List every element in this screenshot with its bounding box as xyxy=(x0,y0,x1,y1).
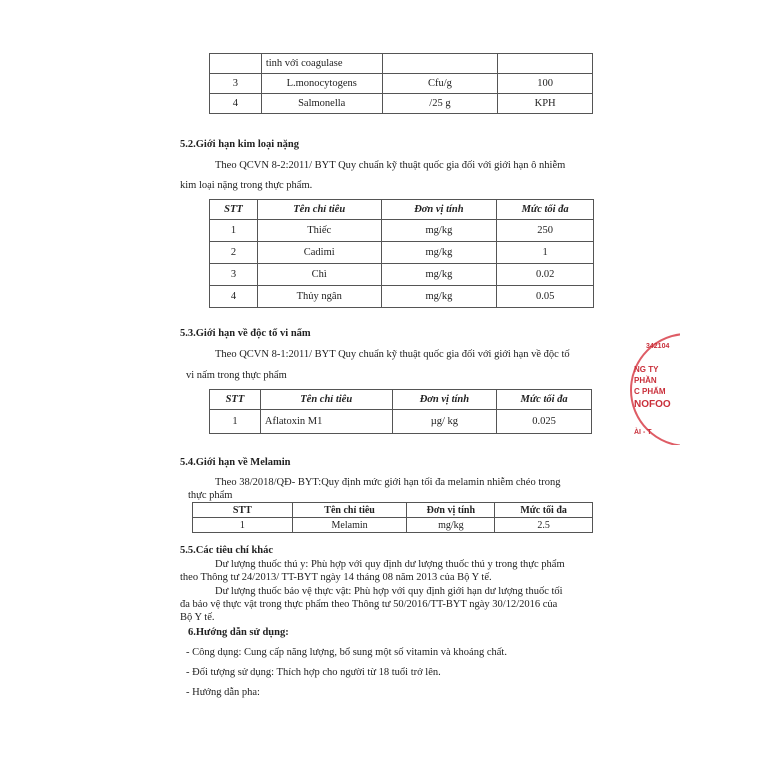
table-cell xyxy=(382,54,498,74)
paragraph-line: theo Thông tư 24/2013/ TT-BYT ngày 14 tháng 08 năm 2013 của Bộ Y tế. xyxy=(180,572,492,583)
mycotoxin-table xyxy=(209,389,592,434)
table-cell xyxy=(498,54,593,74)
header-stt: STT xyxy=(193,503,293,518)
stamp-text: NG TY xyxy=(634,365,659,374)
table-cell-name: Cadimi xyxy=(257,242,381,264)
table-cell-name: Chì xyxy=(257,264,381,286)
table-cell-stt: 2 xyxy=(210,242,258,264)
melamine-table xyxy=(192,502,593,533)
table-cell-unit: mg/kg xyxy=(381,264,497,286)
table-row xyxy=(210,286,594,308)
paragraph-line: Bộ Y tế. xyxy=(180,612,215,623)
table-cell-stt: 3 xyxy=(210,74,262,94)
table-cell-name: Thủy ngân xyxy=(257,286,381,308)
paragraph-line: đa bảo vệ thực vật trong thực phẩm theo Thông tư 50/2016/TT-BYT ngày 30/12/2016 của xyxy=(180,599,558,610)
table-cell xyxy=(210,54,262,74)
table-header-row xyxy=(210,200,594,220)
paragraph-line: Dư lượng thuốc thú y: Phù hợp với quy định dư lượng thuốc thú y trong thực phẩm xyxy=(215,559,565,570)
table-cell-stt: 4 xyxy=(210,286,258,308)
table-header-row xyxy=(193,503,593,518)
paragraph-line: vi nấm trong thực phẩm xyxy=(186,370,287,381)
table-cell-max: 100 xyxy=(498,74,593,94)
table-cell-max: 1 xyxy=(497,242,594,264)
stamp-text: 342104 xyxy=(646,343,670,350)
table-cell-max: 0.05 xyxy=(497,286,594,308)
section-heading-5-2: 5.2.Giới hạn kim loại nặng xyxy=(180,139,300,150)
paragraph-line: Theo QCVN 8-1:2011/ BYT Quy chuẩn kỹ thuật quốc gia đối với giới hạn về độc tố xyxy=(215,349,570,360)
heavy-metals-table xyxy=(209,199,594,308)
header-max: Mức tối đa xyxy=(497,390,592,410)
table-cell-unit: /25 g xyxy=(382,94,498,114)
table-cell-unit: µg/ kg xyxy=(392,410,497,434)
header-name: Tên chỉ tiêu xyxy=(257,200,381,220)
header-unit: Đơn vị tính xyxy=(381,200,497,220)
header-name: Tên chỉ tiêu xyxy=(260,390,392,410)
section-heading-5-3: 5.3.Giới hạn về độc tố vi nấm xyxy=(180,328,311,339)
table-cell-unit: mg/kg xyxy=(407,518,495,533)
table-cell-name: Salmonella xyxy=(261,94,382,114)
stamp-text: PHẦN xyxy=(634,376,657,385)
table-cell-stt: 1 xyxy=(210,220,258,242)
section-heading-5-4: 5.4.Giới hạn về Melamin xyxy=(180,457,291,468)
header-stt: STT xyxy=(210,200,258,220)
header-max: Mức tối đa xyxy=(497,200,594,220)
table-row xyxy=(210,242,594,264)
table-row xyxy=(210,264,594,286)
bullet-line: - Hướng dẫn pha: xyxy=(186,687,260,698)
header-unit: Đơn vị tính xyxy=(407,503,495,518)
table-row xyxy=(210,94,593,114)
bullet-line: - Công dụng: Cung cấp năng lượng, bổ sung một số vitamin và khoáng chất. xyxy=(186,647,507,658)
table-cell-stt: 3 xyxy=(210,264,258,286)
header-stt: STT xyxy=(210,390,261,410)
header-name: Tên chỉ tiêu xyxy=(292,503,407,518)
table-cell-stt: 4 xyxy=(210,94,262,114)
table-cell-max: KPH xyxy=(498,94,593,114)
header-max: Mức tối đa xyxy=(495,503,593,518)
table-row xyxy=(210,220,594,242)
table-cell-max: 250 xyxy=(497,220,594,242)
table-row xyxy=(210,54,593,74)
table-cell-name: L.monocytogens xyxy=(261,74,382,94)
stamp-text: NOFOO xyxy=(634,399,671,410)
table-cell-max: 0.025 xyxy=(497,410,592,434)
section-heading-5-5: 5.5.Các tiêu chí khác xyxy=(180,545,274,556)
table-cell-unit: Cfu/g xyxy=(382,74,498,94)
paragraph-line: Dư lượng thuốc bảo vệ thực vật: Phù hợp với quy định giới hạn dư lượng thuốc tối xyxy=(215,586,563,597)
company-stamp xyxy=(630,333,680,445)
table-cell-name: Thiếc xyxy=(257,220,381,242)
table-header-row xyxy=(210,390,592,410)
header-unit: Đơn vị tính xyxy=(392,390,497,410)
paragraph-line: kim loại nặng trong thực phẩm. xyxy=(180,180,313,191)
stamp-text: C PHẨM xyxy=(634,387,666,396)
stamp-text: ÀI - T xyxy=(634,429,652,436)
paragraph-line: Theo 38/2018/QĐ- BYT:Quy định mức giới hạn tối đa melamin nhiễm chéo trong xyxy=(215,477,561,488)
table-cell-name: Aflatoxin M1 xyxy=(260,410,392,434)
table-row xyxy=(210,74,593,94)
table-cell-name: Melamin xyxy=(292,518,407,533)
table-cell-stt: 1 xyxy=(210,410,261,434)
table-cell-unit: mg/kg xyxy=(381,286,497,308)
table-row xyxy=(210,410,592,434)
table-cell-max: 2.5 xyxy=(495,518,593,533)
paragraph-line: thực phẩm xyxy=(188,490,233,501)
microbiology-table-continued xyxy=(209,53,593,114)
table-cell: tinh với coagulase xyxy=(261,54,382,74)
paragraph-line: Theo QCVN 8-2:2011/ BYT Quy chuẩn kỹ thuật quốc gia đối với giới hạn ô nhiễm xyxy=(215,160,566,171)
table-cell-unit: mg/kg xyxy=(381,242,497,264)
section-heading-6: 6.Hướng dẫn sử dụng: xyxy=(188,627,289,638)
table-cell-stt: 1 xyxy=(193,518,293,533)
table-cell-max: 0.02 xyxy=(497,264,594,286)
bullet-line: - Đối tượng sử dụng: Thích hợp cho người từ 18 tuổi trở lên. xyxy=(186,667,441,678)
table-cell-unit: mg/kg xyxy=(381,220,497,242)
table-row xyxy=(193,518,593,533)
